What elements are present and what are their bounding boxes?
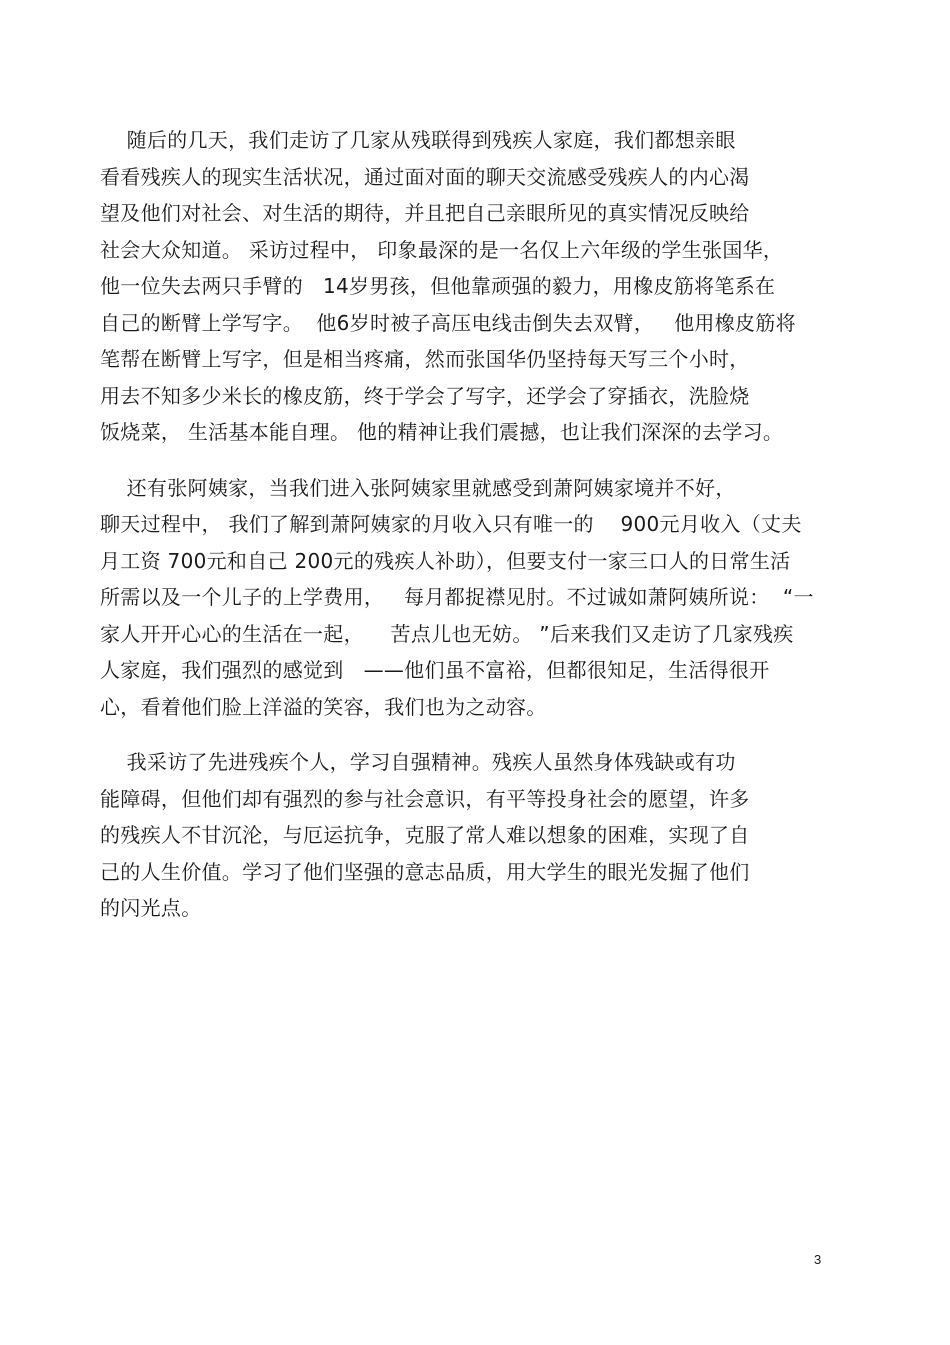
- text-line: 还有张阿姨家，当我们进入张阿姨家里就感受到萧阿姨家境并不好，: [100, 475, 736, 500]
- text-line: 的残疾人不甘沉沦，与厄运抗争，克服了常人难以想象的困难，实现了自: [100, 823, 750, 847]
- text-line: 人家庭，我们强烈的感觉到 ——他们虽不富裕，但都很知足，生活得很开: [100, 658, 770, 682]
- text-line: 所需以及一个儿子的上学费用， 每月都捉襟见肘。不过诚如萧阿姨所说： “一: [100, 585, 814, 609]
- text-line: 看看残疾人的现实生活状况，通过面对面的聊天交流感受残疾人的内心渴: [100, 164, 750, 189]
- text-line: 他一位失去两只手臂的 14岁男孩，但他靠顽强的毅力，用橡皮筋将笔系在: [100, 274, 776, 298]
- text-line: 我采访了先进残疾个人，学习自强精神。残疾人虽然身体残缺或有功: [100, 750, 736, 774]
- text-line: 能障碍，但他们却有强烈的参与社会意识，有平等投身社会的愿望，许多: [100, 786, 750, 811]
- paragraph-1: [100, 122, 830, 451]
- text-line: 用去不知多少米长的橡皮筋，终于学会了写字，还学会了穿插衣，洗脸烧: [100, 383, 750, 408]
- text-line: 自己的断臂上学写字。 他6岁时被子高压电线击倒失去双臂， 他用橡皮筋将: [100, 310, 796, 335]
- text-line: 心，看着他们脸上洋溢的笑容，我们也为之动容。: [100, 694, 547, 719]
- text-line: 家人开开心心的生活在一起， 苦点儿也无妨。 ”后来我们又走访了几家残疾: [100, 621, 794, 646]
- text-line: 望及他们对社会、对生活的期待，并且把自己亲眼所见的真实情况反映给: [100, 201, 750, 225]
- document-body: [100, 122, 830, 946]
- text-line: 随后的几天，我们走访了几家从残联得到残疾人家庭，我们都想亲眼: [100, 128, 736, 152]
- text-line: 社会大众知道。 采访过程中， 印象最深的是一名仅上六年级的学生张国华，: [100, 237, 784, 262]
- text-line: 饭烧菜， 生活基本能自理。 他的精神让我们震撼，也让我们深深的去学习。: [100, 420, 784, 444]
- text-line: 聊天过程中， 我们了解到萧阿姨家的月收入只有唯一的 900元月收入（丈夫: [100, 512, 802, 536]
- text-line: 己的人生价值。学习了他们坚强的意志品质，用大学生的眼光发掘了他们: [100, 859, 750, 884]
- text-line: 的闪光点。: [100, 896, 202, 920]
- text-line: 月工资 700元和自己 200元的残疾人补助），但要支付一家三口人的日常生活: [100, 548, 791, 573]
- page-number: 3: [814, 1252, 822, 1267]
- text-line: 笔帮在断臂上写字，但是相当疼痛，然而张国华仍坚持每天写三个小时，: [100, 347, 750, 371]
- paragraph-2: [100, 470, 830, 726]
- paragraph-3: [100, 744, 830, 927]
